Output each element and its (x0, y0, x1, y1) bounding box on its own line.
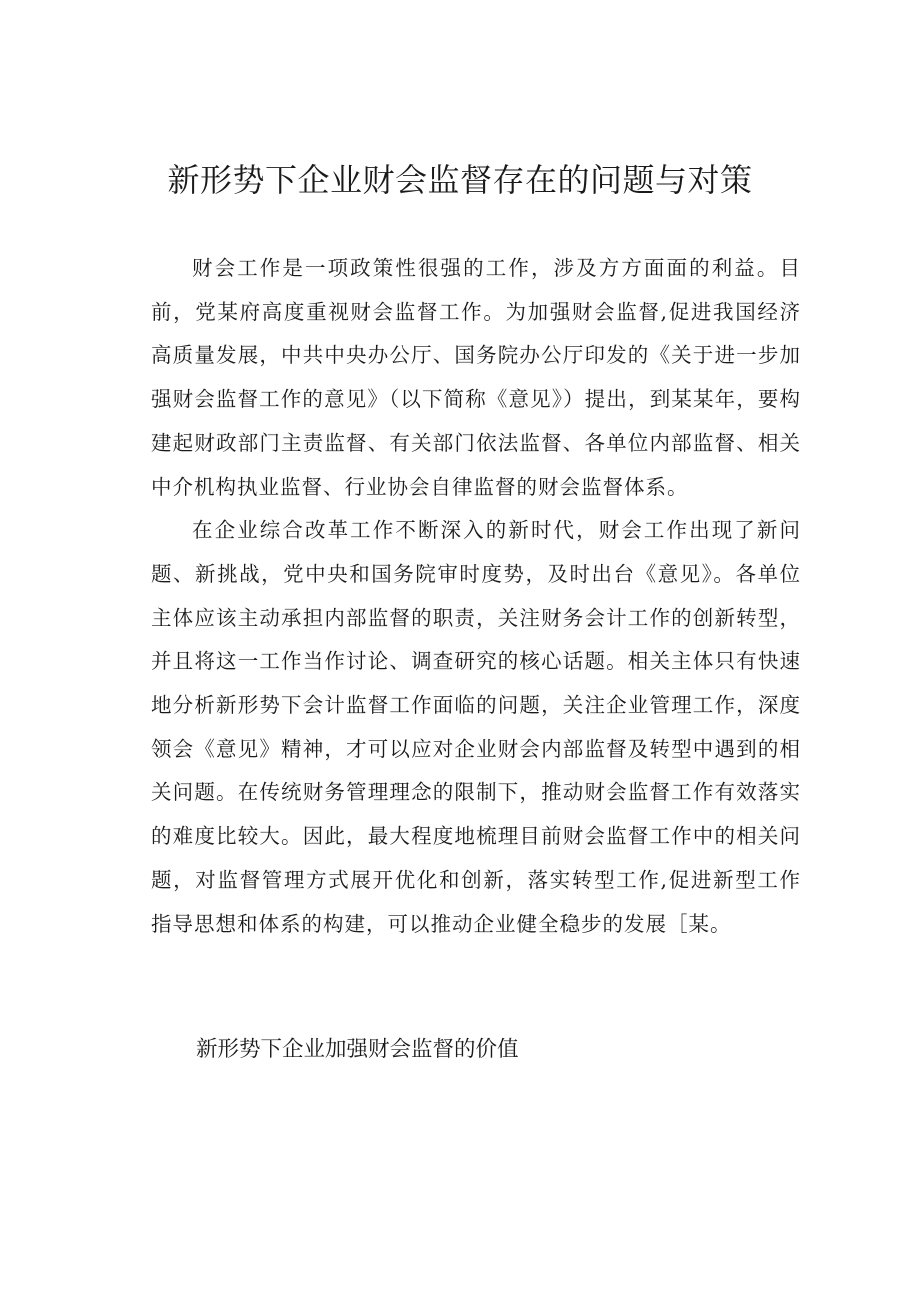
section-heading: 新形势下企业加强财会监督的价值 (196, 1037, 519, 1062)
paragraph-intro: 财会工作是一项政策性很强的工作，涉及方方面面的利益。目前，党某府高度重视财会监督工作。为加强财会监督,促进我国经济高质量发展，中共中央办公厅、国务院办公厅印发的《关于进一步加强财会监督工作的意见》（以下简称《意见》）提出，到某某年，要构建起财政部门主责监督、有关部门依法监督、各单位内部监督、相关中介机构执业监督、行业协会自律监督的财会监督体系。 (151, 256, 801, 499)
document-title: 新形势下企业财会监督存在的问题与对策 (167, 161, 753, 199)
document-body (151, 247, 801, 946)
paragraph-reform: 在企业综合改革工作不断深入的新时代，财会工作出现了新问题、新挑战，党中央和国务院审时度势，及时出台《意见》。各单位主体应该主动承担内部监督的职责，关注财务会计工作的创新转型，并且将这一工作当作讨论、调查研究的核心话题。相关主体只有快速地分析新形势下会计监督工作面临的问题，关注企业管理工作，深度领会《意见》精神，才可以应对企业财会内部监督及转型中遇到的相关问题。在传统财务管理理念的限制下，推动财会监督工作有效落实的难度比较大。因此，最大程度地梳理目前财会监督工作中的相关问题，对监督管理方式展开优化和创新，落实转型工作,促进新型工作指导思想和体系的构建，可以推动企业健全稳步的发展［某。 (151, 518, 801, 936)
